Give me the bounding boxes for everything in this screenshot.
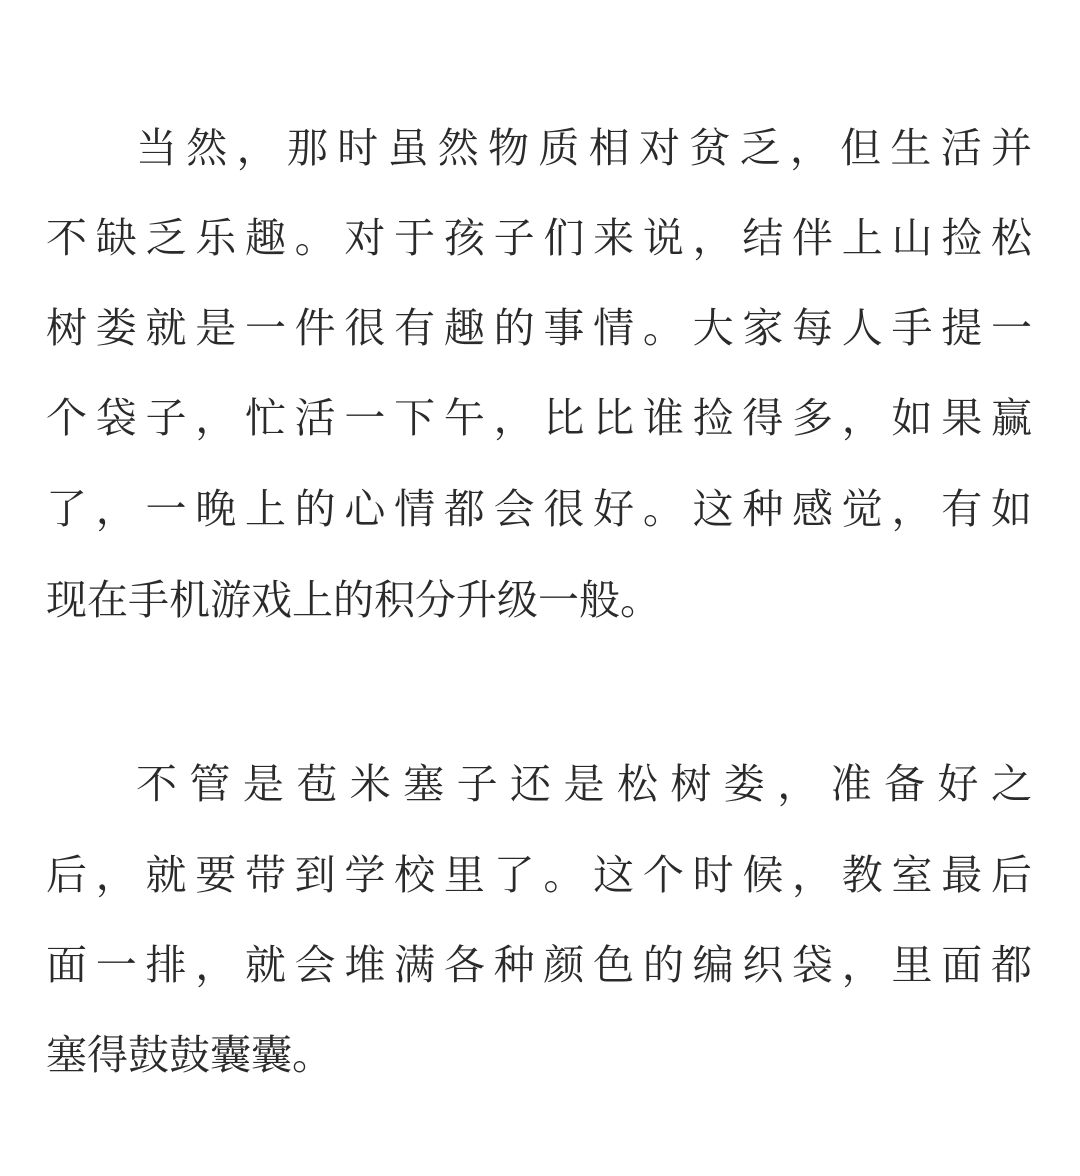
text-line: 了，一晚上的心情都会很好。这种感觉，有如 <box>46 485 1032 533</box>
text-line: 当然，那时虽然物质相对贫乏，但生活并 <box>136 124 1032 172</box>
text-line: 面一排，就会堆满各种颜色的编织袋，里面都 <box>46 941 1032 989</box>
text-line: 塞得鼓鼓囊囊。 <box>46 1031 333 1079</box>
text-line: 树娄就是一件很有趣的事情。大家每人手提一 <box>46 304 1032 352</box>
text-line: 后，就要带到学校里了。这个时候，教室最后 <box>46 851 1032 899</box>
text-line: 个袋子，忙活一下午，比比谁捡得多，如果赢 <box>46 394 1032 442</box>
text-line: 不管是苞米塞子还是松树娄，准备好之 <box>136 760 1032 808</box>
text-line: 现在手机游戏上的积分升级一般。 <box>46 576 661 624</box>
text-line: 不缺乏乐趣。对于孩子们来说，结伴上山捡松 <box>46 214 1032 262</box>
